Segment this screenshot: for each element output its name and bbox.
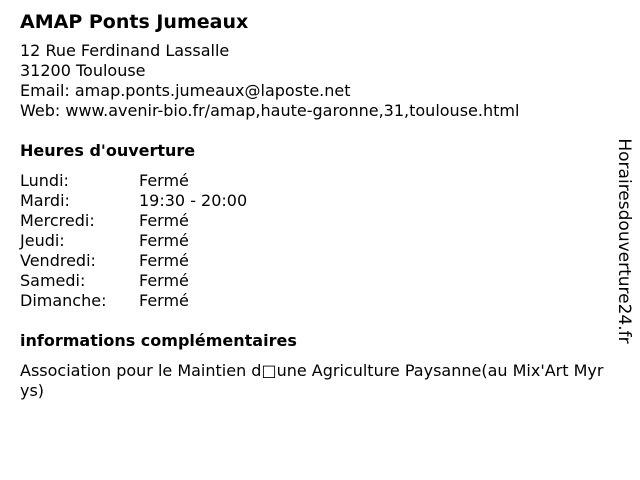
web-line[interactable]: Web: www.avenir-bio.fr/amap,haute-garonne,31,toulouse.html (20, 101, 520, 120)
day-label: Mercredi: (20, 211, 95, 230)
day-hours: Fermé (139, 231, 189, 250)
day-hours: 19:30 - 20:00 (139, 191, 248, 210)
hours-table (20, 171, 612, 311)
day-label: Mardi: (20, 191, 70, 210)
day-label: Jeudi: (20, 231, 65, 250)
address-line-2: 31200 Toulouse (20, 61, 146, 80)
day-hours: Fermé (139, 251, 189, 270)
day-hours: Fermé (139, 291, 189, 310)
day-label: Dimanche: (20, 291, 107, 310)
hours-row (20, 251, 612, 271)
day-label: Samedi: (20, 271, 86, 290)
business-name: AMAP Ponts Jumeaux (20, 11, 249, 33)
watermark-container (612, 136, 636, 346)
hours-row (20, 231, 612, 251)
hours-row (20, 291, 612, 311)
day-hours: Fermé (139, 171, 189, 190)
hours-row (20, 171, 612, 191)
day-label: Vendredi: (20, 251, 96, 270)
day-label: Lundi: (20, 171, 69, 190)
address-line-1: 12 Rue Ferdinand Lassalle (20, 41, 230, 60)
day-hours: Fermé (139, 271, 189, 290)
hours-row (20, 271, 612, 291)
business-card (20, 10, 612, 401)
hours-heading: Heures d'ouverture (20, 141, 196, 160)
hours-row (20, 191, 612, 211)
day-hours: Fermé (139, 211, 189, 230)
email-line[interactable]: Email: amap.ponts.jumeaux@laposte.net (20, 81, 351, 100)
info-heading: informations complémentaires (20, 331, 297, 350)
hours-row (20, 211, 612, 231)
watermark-text: Horairesdouverture24.fr (614, 138, 634, 344)
info-text: Association pour le Maintien d□une Agriculture Paysanne(au Mix'Art Myrys) (20, 361, 604, 400)
